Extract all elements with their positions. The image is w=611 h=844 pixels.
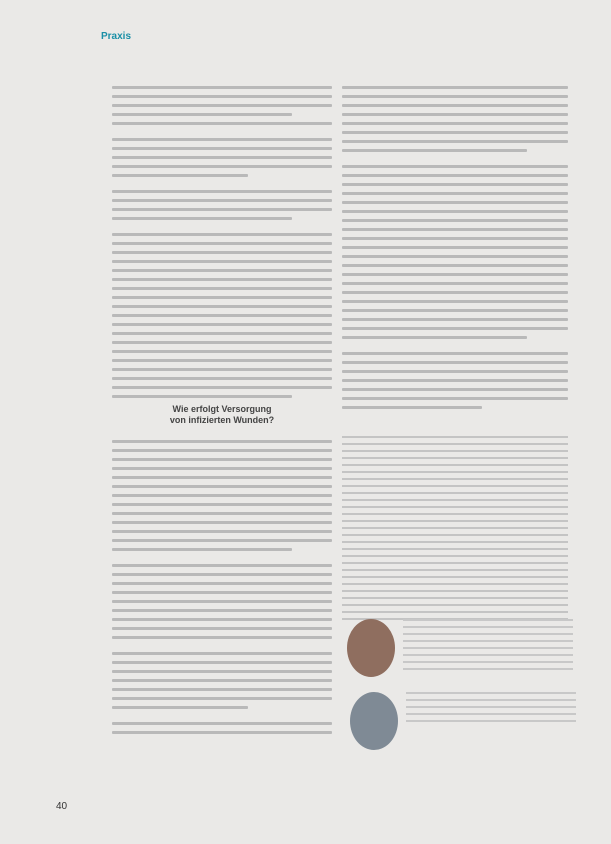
section-subheading — [112, 404, 332, 426]
author-photo-2 — [350, 692, 398, 750]
author-card-2 — [350, 692, 576, 750]
references-block — [342, 436, 568, 625]
subheading-line-1: Wie erfolgt Versorgung — [172, 404, 272, 414]
subheading-line-2: von infizierten Wunden? — [169, 415, 275, 425]
section-label: Praxis — [101, 31, 132, 42]
author-card-1 — [347, 619, 573, 677]
author-photo-1 — [347, 619, 395, 677]
right-text-column — [342, 86, 568, 415]
left-text-column — [112, 86, 332, 740]
page-number: 40 — [56, 801, 68, 812]
author-bio-2 — [406, 692, 576, 727]
author-bio-1 — [403, 619, 573, 675]
